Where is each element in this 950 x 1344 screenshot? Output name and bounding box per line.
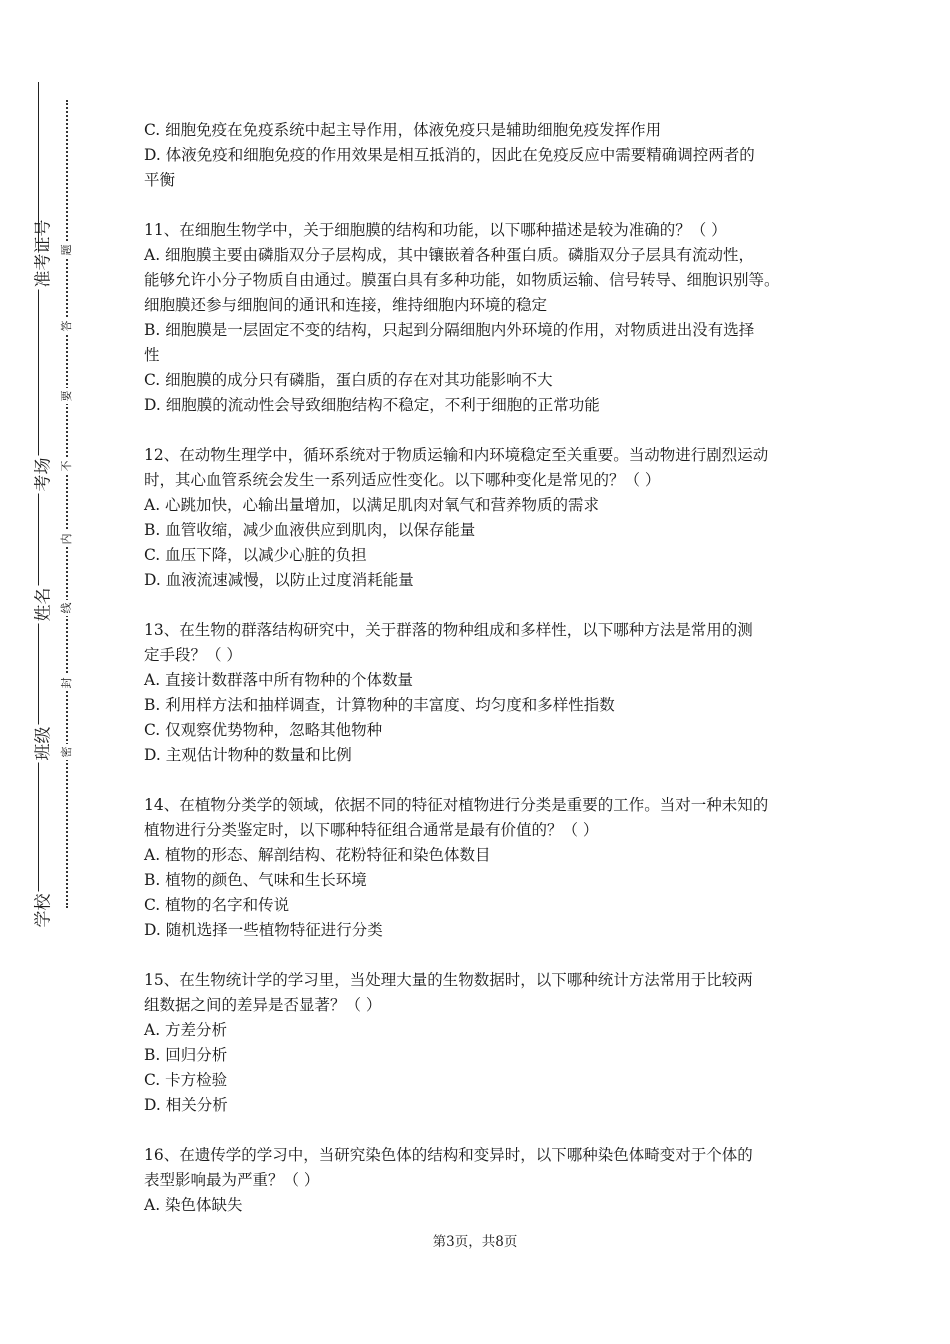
binding-line	[38, 82, 39, 927]
question-stem: 16、在遗传学的学习中，当研究染色体的结构和变异时，以下哪种染色体畸变对于个体的	[144, 1146, 753, 1164]
option-d: D. 体液免疫和细胞免疫的作用效果是相互抵消的，因此在免疫反应中需要精确调控两者的	[144, 146, 755, 164]
school-label: 学校	[29, 892, 54, 930]
seal-char: 密	[59, 744, 75, 760]
option-a: A. 方差分析	[144, 1021, 228, 1039]
seal-char: 题	[59, 242, 75, 258]
option-d: D. 主观估计物种的数量和比例	[144, 746, 352, 764]
seal-char: 线	[59, 600, 75, 616]
question-stem-cont: 植物进行分类鉴定时，以下哪种特征组合通常是最有价值的？（ ）	[144, 821, 599, 839]
option-b: B. 血管收缩，减少血液供应到肌肉，以保存能量	[144, 521, 476, 539]
option-b: B. 细胞膜是一层固定不变的结构，只起到分隔细胞内外环境的作用，对物质进出没有选择	[144, 321, 755, 339]
class-label: 班级	[29, 725, 54, 763]
option-a: A. 心跳加快，心输出量增加，以满足肌肉对氧气和营养物质的需求	[144, 496, 600, 514]
option-a-cont: 能够允许小分子物质自由通过。膜蛋白具有多种功能，如物质运输、信号转导、细胞识别等。	[144, 271, 780, 289]
option-d: D. 随机选择一些植物特征进行分类	[144, 921, 383, 939]
option-a: A. 细胞膜主要由磷脂双分子层构成，其中镶嵌着各种蛋白质。磷脂双分子层具有流动性，	[144, 246, 755, 264]
page-number: 第3页，共8页	[432, 1234, 518, 1250]
question-13	[144, 618, 810, 768]
option-a: A. 染色体缺失	[144, 1196, 243, 1214]
question-16	[144, 1143, 810, 1218]
question-stem: 11、在细胞生物学中，关于细胞膜的结构和功能，以下哪种描述是较为准确的？（ ）	[144, 221, 727, 239]
seal-char: 要	[59, 388, 75, 404]
question-stem-cont: 时，其心血管系统会发生一系列适应性变化。以下哪种变化是常见的？（ ）	[144, 471, 661, 489]
option-a-cont: 细胞膜还参与细胞间的通讯和连接，维持细胞内环境的稳定	[144, 296, 548, 314]
seal-char: 不	[59, 458, 75, 474]
option-c: C. 血压下降，以减少心脏的负担	[144, 546, 367, 564]
option-b-cont: 性	[144, 346, 160, 364]
question-stem: 15、在生物统计学的学习里，当处理大量的生物数据时，以下哪种统计方法常用于比较两	[144, 971, 753, 989]
option-c: C. 细胞膜的成分只有磷脂，蛋白质的存在对其功能影响不大	[144, 371, 553, 389]
option-b: B. 植物的颜色、气味和生长环境	[144, 871, 367, 889]
question-10-continued	[144, 118, 810, 193]
option-c: C. 植物的名字和传说	[144, 896, 290, 914]
seal-char: 答	[59, 318, 75, 334]
option-c: C. 卡方检验	[144, 1071, 228, 1089]
question-stem: 14、在植物分类学的领域，依据不同的特征对植物进行分类是重要的工作。当对一种未知的	[144, 796, 769, 814]
question-content	[144, 118, 810, 1243]
question-stem-cont: 组数据之间的差异是否显著？（ ）	[144, 996, 382, 1014]
seal-dotted-line	[66, 100, 68, 908]
option-d: D. 细胞膜的流动性会导致细胞结构不稳定，不利于细胞的正常功能	[144, 396, 600, 414]
exam-room-label: 考场	[29, 456, 54, 494]
question-stem-cont: 定手段？（ ）	[144, 646, 242, 664]
option-d-cont: 平衡	[144, 171, 176, 189]
exam-id-label: 准考证号	[29, 252, 54, 290]
option-a: A. 直接计数群落中所有物种的个体数量	[144, 671, 414, 689]
binding-margin	[0, 0, 100, 1344]
option-b: B. 利用样方法和抽样调查，计算物种的丰富度、均匀度和多样性指数	[144, 696, 615, 714]
name-label: 姓名	[29, 586, 54, 624]
question-stem: 13、在生物的群落结构研究中，关于群落的物种组成和多样性，以下哪种方法是常用的测	[144, 621, 753, 639]
option-d: D. 相关分析	[144, 1096, 228, 1114]
question-11	[144, 218, 810, 418]
option-a: A. 植物的形态、解剖结构、花粉特征和染色体数目	[144, 846, 491, 864]
question-stem-cont: 表型影响最为严重？（ ）	[144, 1171, 320, 1189]
option-c: C. 细胞免疫在免疫系统中起主导作用，体液免疫只是辅助细胞免疫发挥作用	[144, 121, 662, 139]
option-d: D. 血液流速减慢，以防止过度消耗能量	[144, 571, 414, 589]
question-stem: 12、在动物生理学中，循环系统对于物质运输和内环境稳定至关重要。当动物进行剧烈运动	[144, 446, 769, 464]
question-14	[144, 793, 810, 943]
seal-char: 内	[59, 531, 75, 547]
seal-char: 封	[59, 675, 75, 691]
question-15	[144, 968, 810, 1118]
option-b: B. 回归分析	[144, 1046, 228, 1064]
option-c: C. 仅观察优势物种，忽略其他物种	[144, 721, 383, 739]
question-12	[144, 443, 810, 593]
